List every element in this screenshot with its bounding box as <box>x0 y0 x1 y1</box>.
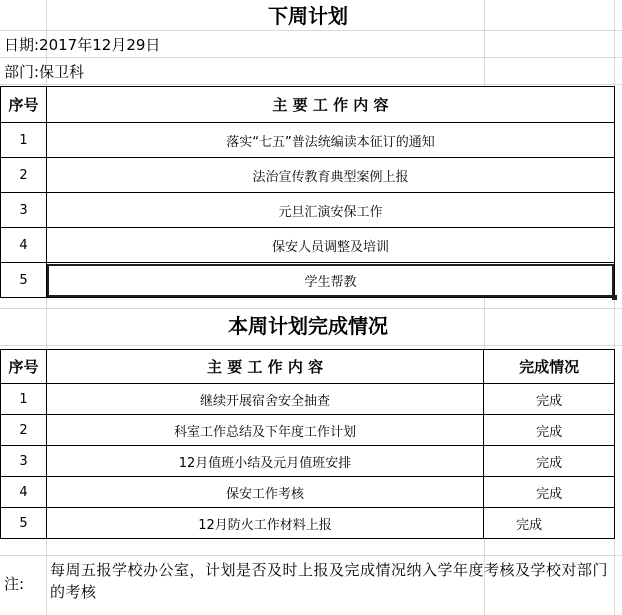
row-seq: 4 <box>1 228 47 263</box>
table-row[interactable] <box>1 193 615 228</box>
table-row[interactable] <box>1 384 615 415</box>
note-label: 注: <box>4 575 25 593</box>
table-row[interactable] <box>1 477 615 508</box>
row-seq: 5 <box>1 508 47 539</box>
table-row[interactable] <box>1 415 615 446</box>
row-content[interactable]: 法治宣传教育典型案例上报 <box>46 158 614 193</box>
row-status[interactable]: 完成 <box>484 384 615 415</box>
row-status[interactable]: 完成 <box>484 415 615 446</box>
header-seq: 序号 <box>1 87 47 123</box>
table-header-row <box>1 87 615 123</box>
header-seq: 序号 <box>1 350 47 384</box>
table-row[interactable] <box>1 508 615 539</box>
row-content[interactable]: 元旦汇演安保工作 <box>46 193 614 228</box>
note-text: 每周五报学校办公室，计划是否及时上报及完成情况纳入学年度考核及学校对部门的考核 <box>50 561 609 601</box>
row-seq: 4 <box>1 477 47 508</box>
table-row[interactable] <box>1 123 615 158</box>
row-seq: 1 <box>1 384 47 415</box>
this-week-table <box>0 349 615 539</box>
row-content[interactable]: 落实“七五”普法统编读本征订的通知 <box>46 123 614 158</box>
table-row[interactable] <box>1 263 615 298</box>
row-content[interactable]: 12月值班小结及元月值班安排 <box>46 446 483 477</box>
department-line: 部门:保卫科 <box>4 63 85 81</box>
row-content[interactable]: 科室工作总结及下年度工作计划 <box>46 415 483 446</box>
row-status[interactable]: 完成 <box>484 477 615 508</box>
this-week-title: 本周计划完成情况 <box>228 314 388 338</box>
row-seq: 3 <box>1 193 47 228</box>
row-content[interactable]: 12月防火工作材料上报 <box>46 508 483 539</box>
next-week-title: 下周计划 <box>268 4 348 28</box>
table-row[interactable] <box>1 446 615 477</box>
row-status[interactable]: 完成 <box>484 508 615 539</box>
table-row[interactable] <box>1 158 615 193</box>
selected-cell[interactable]: 学生帮教 <box>46 263 614 298</box>
row-status[interactable]: 完成 <box>484 446 615 477</box>
row-seq: 5 <box>1 263 47 298</box>
row-content[interactable]: 保安工作考核 <box>46 477 483 508</box>
row-content[interactable]: 继续开展宿舍安全抽查 <box>46 384 483 415</box>
table-header-row <box>1 350 615 384</box>
row-seq: 1 <box>1 123 47 158</box>
date-line: 日期:2017年12月29日 <box>4 36 161 54</box>
header-status: 完成情况 <box>484 350 615 384</box>
row-seq: 3 <box>1 446 47 477</box>
row-seq: 2 <box>1 158 47 193</box>
header-content: 主 要 工 作 内 容 <box>46 350 483 384</box>
row-seq: 2 <box>1 415 47 446</box>
header-content: 主 要 工 作 内 容 <box>46 87 614 123</box>
next-week-table <box>0 86 615 298</box>
table-row[interactable] <box>1 228 615 263</box>
row-content[interactable]: 保安人员调整及培训 <box>46 228 614 263</box>
